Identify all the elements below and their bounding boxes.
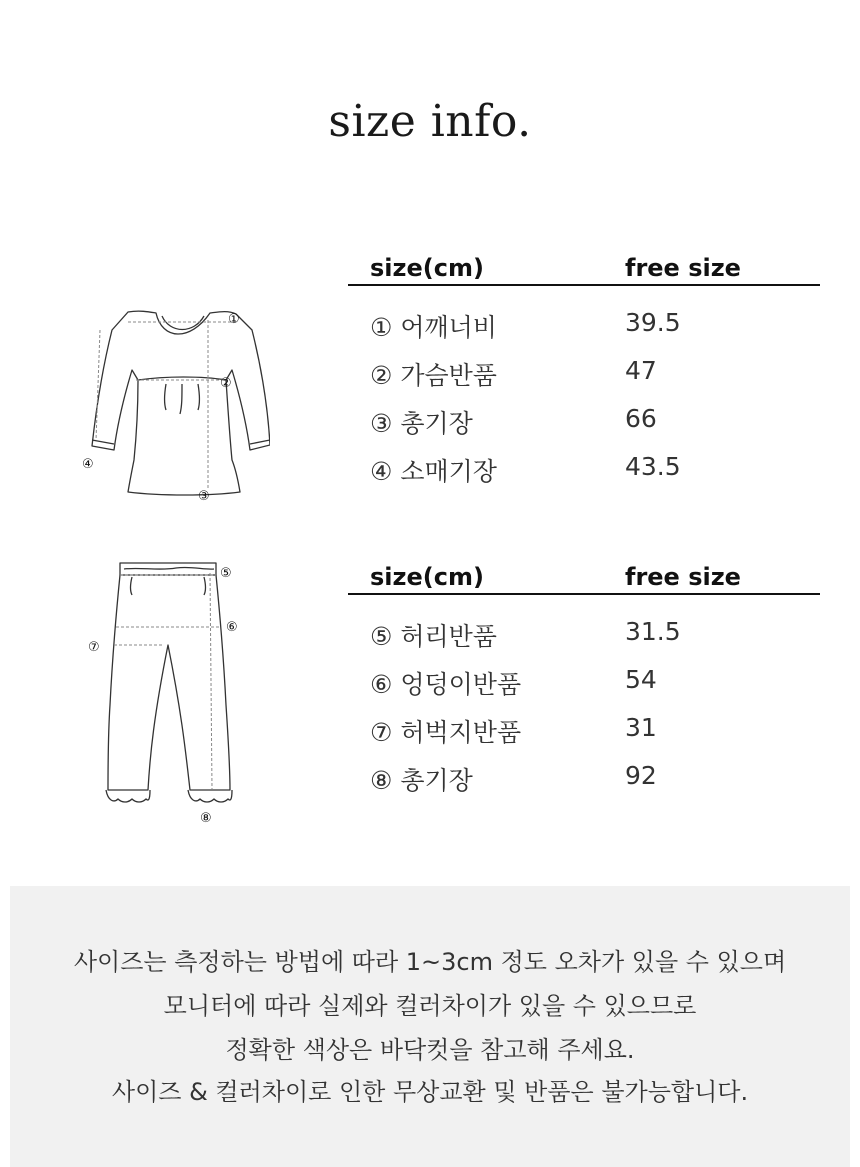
- row-value: 31: [625, 713, 657, 742]
- row-value: 92: [625, 761, 657, 790]
- marker-5: ⑤: [220, 566, 232, 581]
- row-value: 39.5: [625, 308, 681, 337]
- header-free-size-label: free size: [625, 254, 741, 282]
- table-row: [348, 761, 820, 809]
- table-row: [348, 713, 820, 761]
- pants-illustration: [80, 555, 260, 830]
- table-header: [348, 248, 820, 286]
- marker-2: ②: [220, 376, 232, 391]
- page-title: size info.: [328, 96, 532, 147]
- notice-box: [10, 886, 850, 1167]
- marker-4: ④: [82, 457, 94, 472]
- row-label: ② 가슴반품: [370, 361, 497, 390]
- row-label: ⑥ 엉덩이반품: [370, 670, 522, 699]
- marker-8: ⑧: [200, 811, 212, 826]
- table-row: [348, 356, 820, 404]
- marker-6: ⑥: [226, 620, 238, 635]
- row-label: ③ 총기장: [370, 409, 473, 438]
- row-value: 31.5: [625, 617, 681, 646]
- bottom-size-table: [348, 557, 820, 809]
- row-label: ⑧ 총기장: [370, 766, 473, 795]
- table-row: [348, 452, 820, 500]
- notice-line: 사이즈는 측정하는 방법에 따라 1~3cm 정도 오차가 있을 수 있으며: [73, 948, 787, 976]
- top-garment-illustration: [70, 300, 270, 510]
- row-label: ⑤ 허리반품: [370, 622, 497, 651]
- marker-3: ③: [198, 489, 210, 504]
- row-label: ① 어깨너비: [370, 313, 497, 342]
- row-label: ⑦ 허벅지반품: [370, 718, 522, 747]
- notice-line: 모니터에 따라 실제와 컬러차이가 있을 수 있으므로: [163, 992, 697, 1020]
- marker-7: ⑦: [88, 640, 100, 655]
- table-row: [348, 404, 820, 452]
- table-header: [348, 557, 820, 595]
- row-value: 47: [625, 356, 657, 385]
- table-row: [348, 617, 820, 665]
- row-value: 66: [625, 404, 657, 433]
- marker-1: ①: [228, 312, 240, 327]
- row-label: ④ 소매기장: [370, 457, 497, 486]
- notice-line: 사이즈 & 컬러차이로 인한 무상교환 및 반품은 불가능합니다.: [111, 1078, 749, 1106]
- row-value: 43.5: [625, 452, 681, 481]
- table-row: [348, 308, 820, 356]
- header-size-label: size(cm): [370, 254, 484, 282]
- header-size-label: size(cm): [370, 563, 484, 591]
- table-row: [348, 665, 820, 713]
- row-value: 54: [625, 665, 657, 694]
- top-size-table: [348, 248, 820, 500]
- header-free-size-label: free size: [625, 563, 741, 591]
- notice-line: 정확한 색상은 바닥컷을 참고해 주세요.: [225, 1036, 635, 1064]
